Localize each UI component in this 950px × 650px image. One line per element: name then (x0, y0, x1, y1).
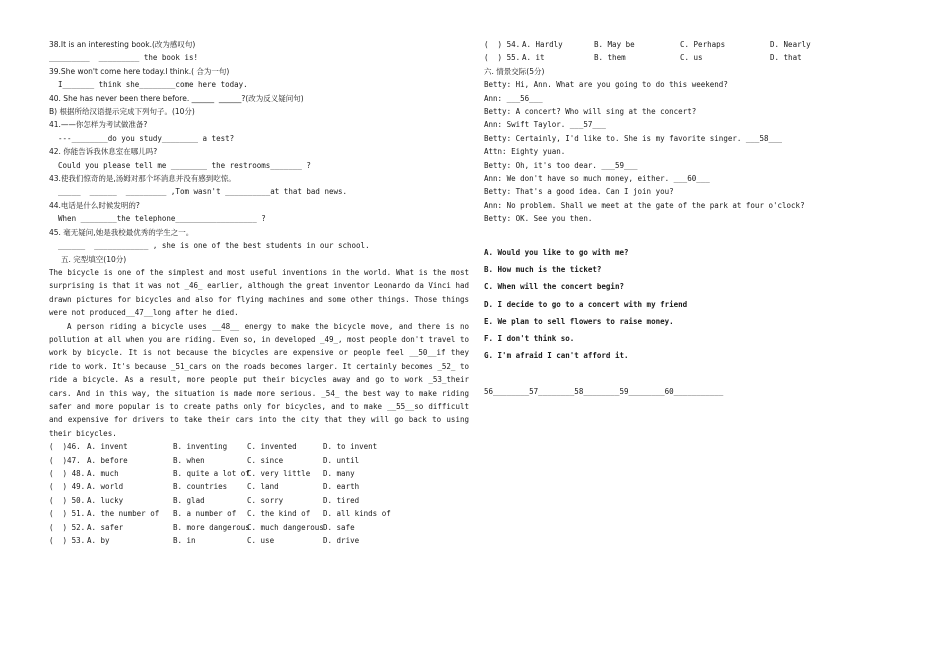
question-line: 45. 毫无疑问,她是我校最优秀的学生之一。 (49, 227, 194, 237)
dialogue-section-title: 六. 情景交际(5分) (484, 66, 545, 76)
question-number: ( )47. (49, 455, 81, 465)
question-number: ( ) 49. (49, 482, 86, 492)
option-choice: A. lucky (87, 495, 124, 505)
question-line: Could you please tell me ________ the restrooms_______ ? (49, 160, 311, 170)
option-choice: B. in (173, 536, 196, 546)
cloze-options (49, 440, 469, 547)
option-choice: A. before (87, 455, 128, 465)
option-choice: B. when (173, 455, 205, 465)
spacer (484, 226, 904, 244)
option-row (49, 454, 469, 467)
option-choice: A. it (522, 53, 545, 63)
option-row (49, 521, 469, 534)
option-choice: B. a number of (173, 509, 237, 519)
option-choice: B. quite a lot of (173, 469, 250, 478)
dialogue-line: Ann: No problem. Shall we meet at the gate of the park at four o'clock? (484, 200, 805, 210)
option-choice: D. drive (323, 536, 360, 546)
question-line: I_______ think she________come here today. (49, 80, 248, 90)
option-choice: D. tired (323, 495, 360, 505)
question-number: ( ) 53. (49, 536, 86, 546)
option-choice: D. that (770, 53, 802, 63)
dialogue-line: Betty: Oh, it's too dear. ___59___ (484, 160, 638, 170)
dialogue (484, 78, 904, 225)
option-choice: D. safe (323, 522, 355, 532)
option-choice: D. Nearly (770, 40, 811, 49)
question-number: ( )46. (49, 442, 81, 452)
option-choice: C. very little (247, 469, 311, 478)
choice-item: G. I'm afraid I can't afford it. (484, 351, 629, 361)
question-line: 44.电话是什么时候发明的? (49, 200, 140, 210)
option-row (49, 440, 469, 453)
option-choice: D. to invent (323, 442, 378, 452)
option-choice: B. more dangerous (173, 522, 250, 532)
choice-item: E. We plan to sell flowers to raise money. (484, 316, 674, 326)
dialogue-line: Attn: Eighty yuan. (484, 147, 566, 157)
option-choice: A. the number of (87, 509, 160, 519)
option-choice: B. them (594, 53, 626, 63)
question-number: ( ) 54. (484, 40, 521, 49)
question-line: _____ ______ _________ ,Tom wasn't __________at that bad news. (49, 187, 348, 197)
option-choice: B. countries (173, 482, 228, 492)
dialogue-line: Betty: That's a good idea. Can I join you? (484, 187, 674, 197)
question-number: ( ) 52. (49, 522, 86, 532)
cloze-paragraph-2: A person riding a bicycle uses __48__ energy to make the bicycle move, and there is no pollution at all when you are riding. Even so, in developed _49_, most people don't travel to work by bicycle. It is not because the bicycles are expensive or people feel __50__if they ride to work. It's because _51_cars on the roads becomes larger. It certainly becomes _52_ to ride a bicycle. As a result, more people put their bicycles away and go to work _53_their cars. And in this way, the situation is made more serious. _54_ the best way to make riding safer and more popular is to create paths only for bicycles, and to make __55__so difficult and expensive for drivers to take their cars into the city that they will go back to using their bicycles. (49, 321, 469, 438)
choice-item: D. I decide to go to a concert with my friend (484, 299, 688, 309)
cloze-paragraph-1: The bicycle is one of the simplest and most useful inventions in the world. What is the most surprising is that it was not _46_ earlier, although the great inventor Leonardo da Vinci had drawn pictures for bicycles and also for flying machines and some other things. Those things were not produced__47__long after he died. (49, 267, 469, 318)
question-line: 39.She won't come here today.I think.( 合为一句) (49, 66, 230, 76)
spacer (484, 365, 904, 385)
option-choice: C. invented (247, 442, 297, 452)
question-line: When ________the telephone__________________ ? (49, 214, 266, 224)
option-choice: A. Hardly (522, 40, 563, 49)
option-choice: C. the kind of (247, 509, 311, 519)
option-choice: A. invent (87, 442, 128, 452)
option-row (484, 38, 904, 51)
option-choice: C. land (247, 482, 279, 492)
question-number: ( ) 48. (49, 469, 86, 478)
dialogue-line: Betty: OK. See you then. (484, 214, 593, 224)
option-choice: B. glad (173, 495, 205, 505)
option-choice: B. inventing (173, 442, 228, 452)
cloze-section-title: 五. 完型填空(10分) (61, 254, 127, 264)
option-row (484, 51, 904, 64)
question-line: ______ ____________ , she is one of the best students in our school. (49, 241, 370, 251)
dialogue-line: Betty: Hi, Ann. What are you going to do this weekend? (484, 80, 728, 90)
question-line: 41.——你怎样为考试做准备? (49, 120, 148, 130)
option-choice: C. Perhaps (680, 40, 726, 49)
right-column (484, 38, 904, 398)
option-row (49, 507, 469, 520)
dialogue-line: Ann: ___56___ (484, 93, 543, 103)
choice-item: B. How much is the ticket? (484, 264, 602, 274)
question-line: 43.使我们惊奇的是,汤姆对那个坏消息并没有感到吃惊。 (49, 174, 236, 184)
dialogue-line: Ann: We don't have so much money, either. ___60___ (484, 174, 710, 184)
dialogue-line: Betty: Certainly, I'd like to. She is my favorite singer. ___58___ (484, 133, 783, 143)
choice-item: F. I don't think so. (484, 334, 575, 344)
option-row (49, 534, 469, 547)
dialogue-choices (484, 244, 904, 365)
question-line: 40. She has never been there before. ______ ______?(改为反义疑问句) (49, 93, 304, 103)
option-row (49, 480, 469, 493)
option-choice: A. much (87, 469, 119, 478)
cloze-options-continued (484, 38, 904, 65)
option-choice: D. earth (323, 482, 360, 492)
option-choice: A. world (87, 482, 124, 492)
option-row (49, 494, 469, 507)
question-line: _________ _________ the book is! (49, 53, 199, 63)
question-line: B) 根据所给汉语提示完成下列句子。(10分) (49, 107, 195, 117)
option-choice: B. May be (594, 40, 635, 49)
question-number: ( ) 55. (484, 53, 521, 63)
option-choice: C. since (247, 455, 284, 465)
option-choice: C. much dangerous (247, 522, 324, 532)
option-choice: A. safer (87, 522, 124, 532)
question-line: 38.It is an interesting book.(改为感叹句) (49, 40, 196, 49)
option-choice: D. until (323, 455, 360, 465)
option-row (49, 467, 469, 480)
question-number: ( ) 50. (49, 495, 86, 505)
rewrite-and-translate-section (49, 38, 469, 253)
option-choice: D. many (323, 469, 355, 478)
choice-item: C. When will the concert begin? (484, 282, 624, 292)
question-line: 42. 你能告诉我休息室在哪儿吗? (49, 147, 158, 157)
choice-item: A. Would you like to go with me? (484, 247, 629, 257)
answer-line: 56________57________58________59________60___________ (484, 386, 724, 396)
option-choice: D. all kinds of (323, 509, 391, 519)
option-choice: A. by (87, 536, 110, 546)
option-choice: C. sorry (247, 495, 284, 505)
question-line: ---________do you study________ a test? (49, 133, 235, 143)
dialogue-line: Betty: A concert? Who will sing at the concert? (484, 107, 697, 117)
left-column (49, 38, 469, 547)
dialogue-line: Ann: Swift Taylor. ___57___ (484, 120, 606, 130)
option-choice: C. use (247, 536, 275, 546)
option-choice: C. us (680, 53, 703, 63)
question-number: ( ) 51. (49, 509, 86, 519)
